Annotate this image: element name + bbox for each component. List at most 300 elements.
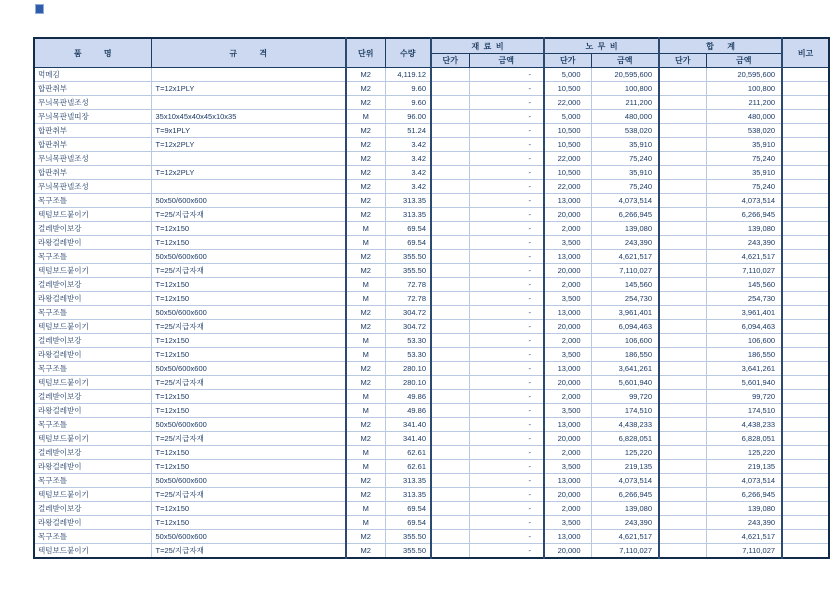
spec-cell: T=12x150: [151, 446, 346, 460]
labor-amount-cell: 75,240: [591, 152, 659, 166]
item-name-cell: 합판취부: [34, 82, 151, 96]
total-unit-price-cell: [659, 264, 706, 278]
total-unit-price-cell: [659, 432, 706, 446]
material-amount-cell: -: [469, 68, 544, 82]
item-name-cell: 목구조틀: [34, 474, 151, 488]
item-name-cell: 목구조틀: [34, 530, 151, 544]
material-amount-cell: -: [469, 320, 544, 334]
note-cell: [782, 432, 829, 446]
note-cell: [782, 278, 829, 292]
spec-cell: T=25/지급자재: [151, 544, 346, 559]
table-row: [34, 138, 829, 152]
note-cell: [782, 152, 829, 166]
material-unit-price-cell: [431, 250, 469, 264]
spec-cell: T=12x150: [151, 334, 346, 348]
material-amount-cell: -: [469, 516, 544, 530]
material-amount-cell: -: [469, 264, 544, 278]
item-name-cell: 텍텀보드붙이기: [34, 320, 151, 334]
item-name-cell: 목구조틀: [34, 250, 151, 264]
unit-cell: M2: [346, 544, 385, 559]
unit-cell: M2: [346, 208, 385, 222]
qty-cell: 313.35: [385, 194, 431, 208]
qty-cell: 3.42: [385, 180, 431, 194]
labor-amount-cell: 100,800: [591, 82, 659, 96]
labor-amount-cell: 243,390: [591, 516, 659, 530]
qty-cell: 96.00: [385, 110, 431, 124]
spec-cell: T=25/지급자재: [151, 488, 346, 502]
note-cell: [782, 138, 829, 152]
unit-cell: M2: [346, 180, 385, 194]
table-row: [34, 236, 829, 250]
table-row: [34, 362, 829, 376]
unit-cell: M: [346, 404, 385, 418]
labor-unit-price-cell: 13,000: [544, 418, 591, 432]
note-cell: [782, 516, 829, 530]
spec-cell: T=25/지급자재: [151, 264, 346, 278]
item-name-cell: 걸레받이보강: [34, 222, 151, 236]
material-unit-price-cell: [431, 152, 469, 166]
labor-amount-cell: 7,110,027: [591, 544, 659, 559]
total-unit-price-cell: [659, 68, 706, 82]
table-row: [34, 376, 829, 390]
unit-cell: M2: [346, 250, 385, 264]
total-amount-cell: 5,601,940: [706, 376, 782, 390]
unit-cell: M2: [346, 264, 385, 278]
unit-cell: M: [346, 502, 385, 516]
header-note: 비고: [782, 38, 829, 68]
total-unit-price-cell: [659, 390, 706, 404]
item-name-cell: 합판취부: [34, 124, 151, 138]
qty-cell: 355.50: [385, 530, 431, 544]
note-cell: [782, 208, 829, 222]
note-cell: [782, 502, 829, 516]
header-labor-amount: 금액: [591, 54, 659, 68]
material-amount-cell: -: [469, 376, 544, 390]
labor-amount-cell: 243,390: [591, 236, 659, 250]
total-unit-price-cell: [659, 138, 706, 152]
table-row: [34, 264, 829, 278]
table-row: [34, 404, 829, 418]
table-row: [34, 516, 829, 530]
spec-cell: T=12x1PLY: [151, 82, 346, 96]
labor-unit-price-cell: 10,500: [544, 124, 591, 138]
material-amount-cell: -: [469, 390, 544, 404]
material-amount-cell: -: [469, 460, 544, 474]
total-unit-price-cell: [659, 306, 706, 320]
spec-cell: T=12x150: [151, 348, 346, 362]
labor-unit-price-cell: 3,500: [544, 516, 591, 530]
labor-amount-cell: 125,220: [591, 446, 659, 460]
material-unit-price-cell: [431, 544, 469, 559]
table-row: [34, 68, 829, 82]
total-amount-cell: 125,220: [706, 446, 782, 460]
material-unit-price-cell: [431, 110, 469, 124]
labor-unit-price-cell: 20,000: [544, 544, 591, 559]
table-row: [34, 250, 829, 264]
labor-amount-cell: 35,910: [591, 166, 659, 180]
item-name-cell: 걸레받이보강: [34, 390, 151, 404]
table-row: [34, 460, 829, 474]
labor-amount-cell: 4,073,514: [591, 474, 659, 488]
total-amount-cell: 4,438,233: [706, 418, 782, 432]
total-amount-cell: 480,000: [706, 110, 782, 124]
material-amount-cell: -: [469, 488, 544, 502]
labor-unit-price-cell: 13,000: [544, 194, 591, 208]
qty-cell: 62.61: [385, 446, 431, 460]
total-unit-price-cell: [659, 348, 706, 362]
labor-amount-cell: 35,910: [591, 138, 659, 152]
qty-cell: 69.54: [385, 516, 431, 530]
material-unit-price-cell: [431, 180, 469, 194]
note-cell: [782, 446, 829, 460]
labor-unit-price-cell: 10,500: [544, 166, 591, 180]
item-name-cell: 먹메김: [34, 68, 151, 82]
note-cell: [782, 334, 829, 348]
labor-amount-cell: 139,080: [591, 222, 659, 236]
total-amount-cell: 174,510: [706, 404, 782, 418]
item-name-cell: 라왕걸레받이: [34, 292, 151, 306]
total-amount-cell: 35,910: [706, 138, 782, 152]
qty-cell: 53.30: [385, 334, 431, 348]
header-material-unit-price: 단가: [431, 54, 469, 68]
labor-amount-cell: 99,720: [591, 390, 659, 404]
item-name-cell: 합판취부: [34, 166, 151, 180]
table-row: [34, 194, 829, 208]
total-unit-price-cell: [659, 502, 706, 516]
labor-unit-price-cell: 13,000: [544, 362, 591, 376]
note-cell: [782, 530, 829, 544]
item-name-cell: 라왕걸레받이: [34, 460, 151, 474]
labor-amount-cell: 538,020: [591, 124, 659, 138]
total-unit-price-cell: [659, 278, 706, 292]
material-unit-price-cell: [431, 460, 469, 474]
item-name-cell: 걸레받이보강: [34, 278, 151, 292]
material-amount-cell: -: [469, 110, 544, 124]
total-unit-price-cell: [659, 460, 706, 474]
material-unit-price-cell: [431, 418, 469, 432]
labor-amount-cell: 211,200: [591, 96, 659, 110]
labor-amount-cell: 139,080: [591, 502, 659, 516]
total-amount-cell: 219,135: [706, 460, 782, 474]
note-cell: [782, 418, 829, 432]
qty-cell: 355.50: [385, 264, 431, 278]
labor-amount-cell: 480,000: [591, 110, 659, 124]
material-unit-price-cell: [431, 516, 469, 530]
material-amount-cell: -: [469, 404, 544, 418]
item-name-cell: 무늬목판넬조성: [34, 96, 151, 110]
unit-cell: M2: [346, 306, 385, 320]
labor-unit-price-cell: 2,000: [544, 390, 591, 404]
unit-cell: M: [346, 348, 385, 362]
total-unit-price-cell: [659, 516, 706, 530]
header-spec: 규 격: [151, 38, 346, 68]
labor-amount-cell: 4,438,233: [591, 418, 659, 432]
header-labor-unit-price: 단가: [544, 54, 591, 68]
unit-cell: M: [346, 334, 385, 348]
unit-cell: M2: [346, 320, 385, 334]
spec-cell: T=12x150: [151, 292, 346, 306]
note-cell: [782, 474, 829, 488]
material-amount-cell: -: [469, 292, 544, 306]
labor-unit-price-cell: 20,000: [544, 488, 591, 502]
total-amount-cell: 4,621,517: [706, 250, 782, 264]
total-amount-cell: 7,110,027: [706, 544, 782, 559]
material-unit-price-cell: [431, 278, 469, 292]
qty-cell: 9.60: [385, 96, 431, 110]
spec-cell: T=25/지급자재: [151, 320, 346, 334]
total-amount-cell: 3,641,261: [706, 362, 782, 376]
note-cell: [782, 194, 829, 208]
unit-cell: M: [346, 460, 385, 474]
labor-amount-cell: 4,073,514: [591, 194, 659, 208]
total-unit-price-cell: [659, 152, 706, 166]
material-unit-price-cell: [431, 474, 469, 488]
material-amount-cell: -: [469, 502, 544, 516]
spec-cell: [151, 152, 346, 166]
item-name-cell: 텍텀보드붙이기: [34, 544, 151, 559]
unit-cell: M2: [346, 124, 385, 138]
table-body: [34, 68, 829, 559]
item-name-cell: 텍텀보드붙이기: [34, 264, 151, 278]
spec-cell: T=9x1PLY: [151, 124, 346, 138]
header-total-group: 합 계: [659, 38, 782, 54]
note-cell: [782, 68, 829, 82]
labor-unit-price-cell: 3,500: [544, 236, 591, 250]
header-total-amount: 금액: [706, 54, 782, 68]
table-row: [34, 474, 829, 488]
labor-unit-price-cell: 5,000: [544, 68, 591, 82]
labor-unit-price-cell: 3,500: [544, 404, 591, 418]
note-cell: [782, 222, 829, 236]
note-cell: [782, 166, 829, 180]
qty-cell: 355.50: [385, 544, 431, 559]
total-unit-price-cell: [659, 292, 706, 306]
qty-cell: 313.35: [385, 488, 431, 502]
table-row: [34, 82, 829, 96]
total-unit-price-cell: [659, 446, 706, 460]
total-amount-cell: 4,621,517: [706, 530, 782, 544]
material-unit-price-cell: [431, 194, 469, 208]
material-unit-price-cell: [431, 432, 469, 446]
labor-amount-cell: 174,510: [591, 404, 659, 418]
material-amount-cell: -: [469, 446, 544, 460]
labor-unit-price-cell: 20,000: [544, 264, 591, 278]
labor-unit-price-cell: 22,000: [544, 96, 591, 110]
labor-unit-price-cell: 5,000: [544, 110, 591, 124]
total-unit-price-cell: [659, 404, 706, 418]
item-name-cell: 걸레받이보강: [34, 446, 151, 460]
unit-cell: M2: [346, 166, 385, 180]
table-row: [34, 488, 829, 502]
item-name-cell: 라왕걸레받이: [34, 516, 151, 530]
material-amount-cell: -: [469, 194, 544, 208]
material-unit-price-cell: [431, 348, 469, 362]
spec-cell: T=12x150: [151, 236, 346, 250]
table-row: [34, 432, 829, 446]
header-labor-group: 노 무 비: [544, 38, 659, 54]
material-unit-price-cell: [431, 124, 469, 138]
table-row: [34, 320, 829, 334]
total-amount-cell: 139,080: [706, 222, 782, 236]
item-name-cell: 라왕걸레받이: [34, 236, 151, 250]
total-amount-cell: 6,266,945: [706, 208, 782, 222]
note-cell: [782, 348, 829, 362]
unit-cell: M2: [346, 530, 385, 544]
item-name-cell: 텍텀보드붙이기: [34, 208, 151, 222]
total-unit-price-cell: [659, 418, 706, 432]
item-name-cell: 라왕걸레받이: [34, 404, 151, 418]
material-amount-cell: -: [469, 250, 544, 264]
total-amount-cell: 99,720: [706, 390, 782, 404]
table-row: [34, 180, 829, 194]
qty-cell: 9.60: [385, 82, 431, 96]
spec-cell: T=25/지급자재: [151, 432, 346, 446]
qty-cell: 280.10: [385, 362, 431, 376]
total-unit-price-cell: [659, 222, 706, 236]
labor-unit-price-cell: 13,000: [544, 306, 591, 320]
item-name-cell: 걸레받이보강: [34, 334, 151, 348]
spec-cell: T=12x150: [151, 460, 346, 474]
table-row: [34, 166, 829, 180]
material-amount-cell: -: [469, 82, 544, 96]
labor-amount-cell: 106,600: [591, 334, 659, 348]
total-amount-cell: 100,800: [706, 82, 782, 96]
table-header: [34, 38, 829, 68]
unit-cell: M2: [346, 96, 385, 110]
table-row: [34, 390, 829, 404]
labor-unit-price-cell: 3,500: [544, 292, 591, 306]
qty-cell: 4,119.12: [385, 68, 431, 82]
header-total-unit-price: 단가: [659, 54, 706, 68]
item-name-cell: 목구조틀: [34, 306, 151, 320]
total-unit-price-cell: [659, 236, 706, 250]
material-amount-cell: -: [469, 544, 544, 559]
table-row: [34, 446, 829, 460]
spec-cell: 50x50/600x600: [151, 362, 346, 376]
total-unit-price-cell: [659, 194, 706, 208]
material-amount-cell: -: [469, 208, 544, 222]
table-row: [34, 348, 829, 362]
item-name-cell: 걸레받이보강: [34, 502, 151, 516]
header-material-amount: 금액: [469, 54, 544, 68]
total-amount-cell: 20,595,600: [706, 68, 782, 82]
material-unit-price-cell: [431, 362, 469, 376]
material-unit-price-cell: [431, 488, 469, 502]
spec-cell: 50x50/600x600: [151, 306, 346, 320]
total-unit-price-cell: [659, 208, 706, 222]
table-row: [34, 502, 829, 516]
table-row: [34, 110, 829, 124]
table-row: [34, 530, 829, 544]
labor-amount-cell: 186,550: [591, 348, 659, 362]
unit-cell: M2: [346, 138, 385, 152]
total-unit-price-cell: [659, 544, 706, 559]
qty-cell: 304.72: [385, 320, 431, 334]
total-unit-price-cell: [659, 488, 706, 502]
note-cell: [782, 544, 829, 559]
labor-unit-price-cell: 13,000: [544, 250, 591, 264]
total-amount-cell: 6,266,945: [706, 488, 782, 502]
total-amount-cell: 145,560: [706, 278, 782, 292]
labor-unit-price-cell: 20,000: [544, 432, 591, 446]
total-amount-cell: 538,020: [706, 124, 782, 138]
qty-cell: 3.42: [385, 152, 431, 166]
material-amount-cell: -: [469, 236, 544, 250]
material-amount-cell: -: [469, 124, 544, 138]
labor-unit-price-cell: 22,000: [544, 180, 591, 194]
spec-cell: T=12x150: [151, 390, 346, 404]
labor-amount-cell: 20,595,600: [591, 68, 659, 82]
labor-amount-cell: 6,828,051: [591, 432, 659, 446]
table-row: [34, 96, 829, 110]
table-row: [34, 152, 829, 166]
qty-cell: 355.50: [385, 250, 431, 264]
material-amount-cell: -: [469, 362, 544, 376]
labor-amount-cell: 5,601,940: [591, 376, 659, 390]
total-unit-price-cell: [659, 166, 706, 180]
item-name-cell: 목구조틀: [34, 362, 151, 376]
spec-cell: 50x50/600x600: [151, 474, 346, 488]
total-unit-price-cell: [659, 474, 706, 488]
labor-unit-price-cell: 22,000: [544, 152, 591, 166]
material-unit-price-cell: [431, 68, 469, 82]
labor-unit-price-cell: 2,000: [544, 334, 591, 348]
note-cell: [782, 390, 829, 404]
qty-cell: 69.54: [385, 222, 431, 236]
qty-cell: 49.86: [385, 390, 431, 404]
item-name-cell: 라왕걸레받이: [34, 348, 151, 362]
material-unit-price-cell: [431, 236, 469, 250]
material-unit-price-cell: [431, 320, 469, 334]
note-cell: [782, 460, 829, 474]
labor-unit-price-cell: 20,000: [544, 208, 591, 222]
total-unit-price-cell: [659, 362, 706, 376]
unit-cell: M: [346, 236, 385, 250]
labor-unit-price-cell: 2,000: [544, 278, 591, 292]
item-name-cell: 목구조틀: [34, 194, 151, 208]
total-amount-cell: 35,910: [706, 166, 782, 180]
unit-cell: M2: [346, 82, 385, 96]
labor-unit-price-cell: 10,500: [544, 82, 591, 96]
header-unit: 단위: [346, 38, 385, 68]
labor-unit-price-cell: 20,000: [544, 320, 591, 334]
qty-cell: 53.30: [385, 348, 431, 362]
spec-cell: T=12x150: [151, 516, 346, 530]
total-amount-cell: 6,828,051: [706, 432, 782, 446]
labor-amount-cell: 7,110,027: [591, 264, 659, 278]
table-row: [34, 278, 829, 292]
cost-estimate-table: [33, 37, 830, 559]
total-unit-price-cell: [659, 96, 706, 110]
material-unit-price-cell: [431, 530, 469, 544]
total-unit-price-cell: [659, 124, 706, 138]
material-unit-price-cell: [431, 502, 469, 516]
material-amount-cell: -: [469, 222, 544, 236]
total-unit-price-cell: [659, 376, 706, 390]
material-unit-price-cell: [431, 404, 469, 418]
note-cell: [782, 124, 829, 138]
material-unit-price-cell: [431, 208, 469, 222]
material-amount-cell: -: [469, 334, 544, 348]
material-unit-price-cell: [431, 222, 469, 236]
qty-cell: 62.61: [385, 460, 431, 474]
total-amount-cell: 75,240: [706, 180, 782, 194]
unit-cell: M2: [346, 488, 385, 502]
labor-unit-price-cell: 3,500: [544, 348, 591, 362]
header-qty: 수량: [385, 38, 431, 68]
total-amount-cell: 139,080: [706, 502, 782, 516]
labor-amount-cell: 254,730: [591, 292, 659, 306]
